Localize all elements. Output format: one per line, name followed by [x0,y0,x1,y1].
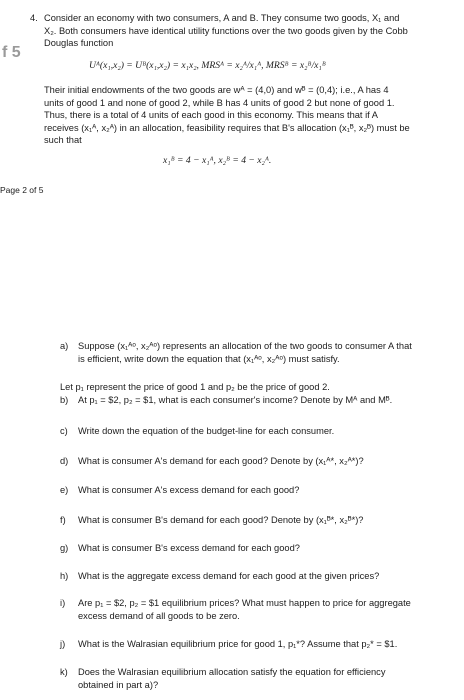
question-label: a) [60,341,69,351]
endowment-line: units of good 1 and none of good 2, while B has 4 units of good 2 but none of good 1. [44,97,395,108]
question-item-f [60,514,364,527]
question-label: b) [60,395,69,405]
question-text: What is the Walrasian equilibrium price for good 1, p₁*? Assume that p₂* = $1. [78,639,398,649]
question-text: excess demand of all goods to be zero. [78,610,240,621]
question-label: h) [60,571,69,581]
question-text: obtained in part a)? [78,679,159,690]
endowment-paragraph [44,84,410,147]
question-label: k) [60,667,68,677]
question-text: Are p₁ = $2, p₂ = $1 equilibrium prices? What must happen to price for aggregate [78,598,411,608]
question-label: j) [60,639,66,649]
question-text: What is consumer A's excess demand for each good? [78,485,300,495]
utility-equation: Uᴬ(x₁,x₂) = Uᴮ(x₁,x₂) = x₁x₂, MRSᴬ = x₂ᴬ/x₁ᴬ, MRSᴮ = x₂ᴮ/x₁ᴮ [89,60,326,71]
question-label: g) [60,543,69,553]
endowment-line: Their initial endowments of the two goods are wᴬ = (4,0) and wᴮ = (0,4); i.e., A has 4 [44,85,389,95]
question-item-b [60,394,393,407]
question-item-i [60,597,411,622]
question-text: What is consumer B's excess demand for each good? [78,543,300,553]
endowment-line: Thus, there is a total of 4 units of each good in this economy. This means that if A [44,110,379,121]
question-label: c) [60,426,68,436]
question-label: f) [60,515,66,525]
question-text: What is consumer A's demand for each good? Denote by (x₁ᴬ*, x₂ᴬ*)? [78,456,364,466]
question-label: d) [60,456,69,466]
question-item-g [60,542,300,555]
endowment-line: such that [44,135,82,146]
question-item-k [60,666,386,691]
question-number: 4. [30,13,38,23]
feasibility-equation: x₁ᴮ = 4 − x₁ᴬ, x₂ᴮ = 4 − x₂ᴬ. [163,155,272,166]
question-text: Write down the equation of the budget-line for each consumer. [78,426,335,436]
endowment-line: receives (x₁ᴬ, x₂ᴬ) in an allocation, feasibility requires that B's allocation (x₁ᴮ, x₂ᴮ) must be [44,122,410,133]
question-text: What is consumer B's demand for each good? Denote by (x₁ᴮ*, x₂ᴮ*)? [78,515,364,525]
question-item-d [60,455,364,468]
page-indicator: Page 2 of 5 [0,185,44,195]
question-text: Suppose (x₁ᴬᵒ, x₂ᴬᵒ) represents an allocation of the two goods to consumer A that [78,341,412,351]
intro-line: Douglas function [44,38,114,49]
question-text: What is the aggregate excess demand for each good at the given prices? [78,571,380,581]
intro-line: Consider an economy with two consumers, A and B. They consume two goods, X₁ and [44,13,400,23]
page-fragment-label: f 5 [2,44,21,61]
question-item-a [60,340,412,365]
question-text: is efficient, write down the equation that (x₁ᴬᵒ, x₂ᴬᵒ) must satisfy. [78,353,340,364]
question-item-j [60,638,398,651]
question-item-c [60,425,335,438]
question-text: Does the Walrasian equilibrium allocation satisfy the equation for efficiency [78,667,386,677]
question-intro [44,12,408,50]
price-definition: Let p₁ represent the price of good 1 and p₂ be the price of good 2. [60,382,330,392]
question-label: e) [60,485,69,495]
question-item-h [60,570,380,583]
question-label: i) [60,598,66,608]
question-item-e [60,484,300,497]
question-text: At p₁ = $2, p₂ = $1, what is each consumer's income? Denote by Mᴬ and Mᴮ. [78,395,393,405]
intro-line: X₂. Both consumers have identical utility functions over the two goods given by the Cobb [44,25,408,36]
